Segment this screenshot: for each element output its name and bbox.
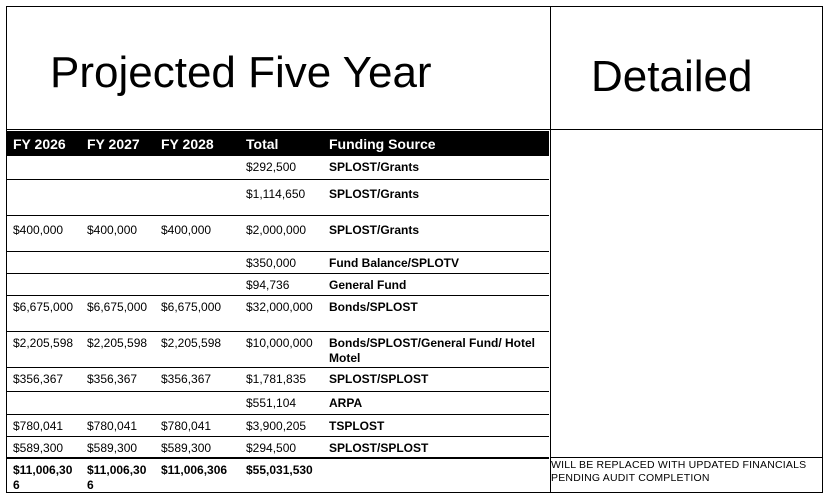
cell-fy2026 [7, 156, 81, 179]
cell-total: $32,000,000 [240, 295, 323, 331]
cell-fy2028: $400,000 [155, 215, 240, 251]
total-fy2027: $11,006,306 [81, 458, 155, 494]
cell-total: $294,500 [240, 436, 323, 458]
cell-fy2026 [7, 391, 81, 414]
total-funding-source [323, 458, 549, 494]
cell-fy2028: $2,205,598 [155, 331, 240, 367]
cell-funding-source: SPLOST/SPLOST [323, 367, 549, 391]
totals-row [7, 458, 549, 494]
table-row [7, 295, 549, 331]
cell-fy2027: $2,205,598 [81, 331, 155, 367]
cell-funding-source: SPLOST/Grants [329, 160, 420, 174]
cell-funding-source: TSPLOST [323, 414, 549, 436]
cell-fy2027: $780,041 [81, 414, 155, 436]
col-fy2026: FY 2026 [7, 131, 81, 156]
cell-fy2026: $400,000 [7, 215, 81, 251]
cell-fy2026 [7, 179, 81, 215]
col-fy2027: FY 2027 [81, 131, 155, 156]
table-row [7, 215, 549, 251]
cell-fy2027 [81, 251, 155, 273]
cell-total: $1,781,835 [240, 367, 323, 391]
col-total: Total [240, 131, 323, 156]
cell-fy2026 [7, 251, 81, 273]
cell-total: $292,500 [246, 160, 297, 174]
cell-funding-source: Bonds/SPLOST/General Fund/ Hotel Motel [323, 331, 549, 367]
table-header-row [7, 131, 549, 156]
cell-fy2026 [7, 273, 81, 295]
cell-fy2028 [155, 391, 240, 414]
cell-fy2028 [155, 179, 240, 215]
cell-total: $2,000,000 [240, 215, 323, 251]
cell-total: $3,900,205 [240, 414, 323, 436]
cell-fy2026: $6,675,000 [7, 295, 81, 331]
table-row [7, 331, 549, 367]
cell-fy2027: $589,300 [81, 436, 155, 458]
cell-fy2027: $356,367 [81, 367, 155, 391]
cell-fy2027 [81, 391, 155, 414]
cell-fy2027 [81, 273, 155, 295]
cell-funding-source: SPLOST/SPLOST [323, 436, 549, 458]
note-divider [550, 457, 823, 458]
cell-total: $10,000,000 [240, 331, 323, 367]
col-fy2028: FY 2028 [155, 131, 240, 156]
col-funding-source: Funding Source [323, 131, 549, 156]
cell-fy2028 [155, 251, 240, 273]
cell-funding-source: ARPA [323, 391, 549, 414]
table-row [7, 367, 549, 391]
cell-total: $1,114,650 [240, 179, 323, 215]
cell-funding-source: SPLOST/Grants [323, 179, 549, 215]
total-fy2028: $11,006,306 [155, 458, 240, 494]
detail-panel [550, 129, 823, 493]
page-title-left: Projected Five Year [50, 48, 432, 97]
cell-fy2026: $589,300 [7, 436, 81, 458]
cell-fy2028: $589,300 [155, 436, 240, 458]
funding-table [7, 131, 549, 494]
table-row [7, 251, 549, 273]
cell-fy2028 [155, 156, 240, 179]
table-row [7, 179, 549, 215]
cell-fy2028: $6,675,000 [155, 295, 240, 331]
cell-fy2027: $6,675,000 [81, 295, 155, 331]
cell-total: $551,104 [240, 391, 323, 414]
total-total: $55,031,530 [240, 458, 323, 494]
cell-funding-source: Fund Balance/SPLOTV [323, 251, 549, 273]
cell-fy2028: $356,367 [155, 367, 240, 391]
cell-funding-source: SPLOST/Grants [323, 215, 549, 251]
page-title-right: Detailed [591, 52, 753, 101]
table-row [7, 273, 549, 295]
table-row [7, 156, 549, 179]
cell-total: $94,736 [240, 273, 323, 295]
cell-fy2027: $400,000 [81, 215, 155, 251]
cell-fy2028 [155, 273, 240, 295]
total-fy2026: $11,006,306 [7, 458, 81, 494]
cell-funding-source: General Fund [323, 273, 549, 295]
audit-note: WILL BE REPLACED WITH UPDATED FINANCIALS PENDING AUDIT COMPLETION [551, 459, 807, 484]
table-row [7, 391, 549, 414]
cell-fy2028: $780,041 [155, 414, 240, 436]
cell-fy2027 [81, 179, 155, 215]
cell-fy2026: $780,041 [7, 414, 81, 436]
cell-fy2026: $2,205,598 [7, 331, 81, 367]
table-row [7, 436, 549, 458]
cell-total: $350,000 [240, 251, 323, 273]
table-row [7, 414, 549, 436]
cell-funding-source: Bonds/SPLOST [323, 295, 549, 331]
cell-fy2026: $356,367 [7, 367, 81, 391]
cell-fy2027 [81, 156, 155, 179]
